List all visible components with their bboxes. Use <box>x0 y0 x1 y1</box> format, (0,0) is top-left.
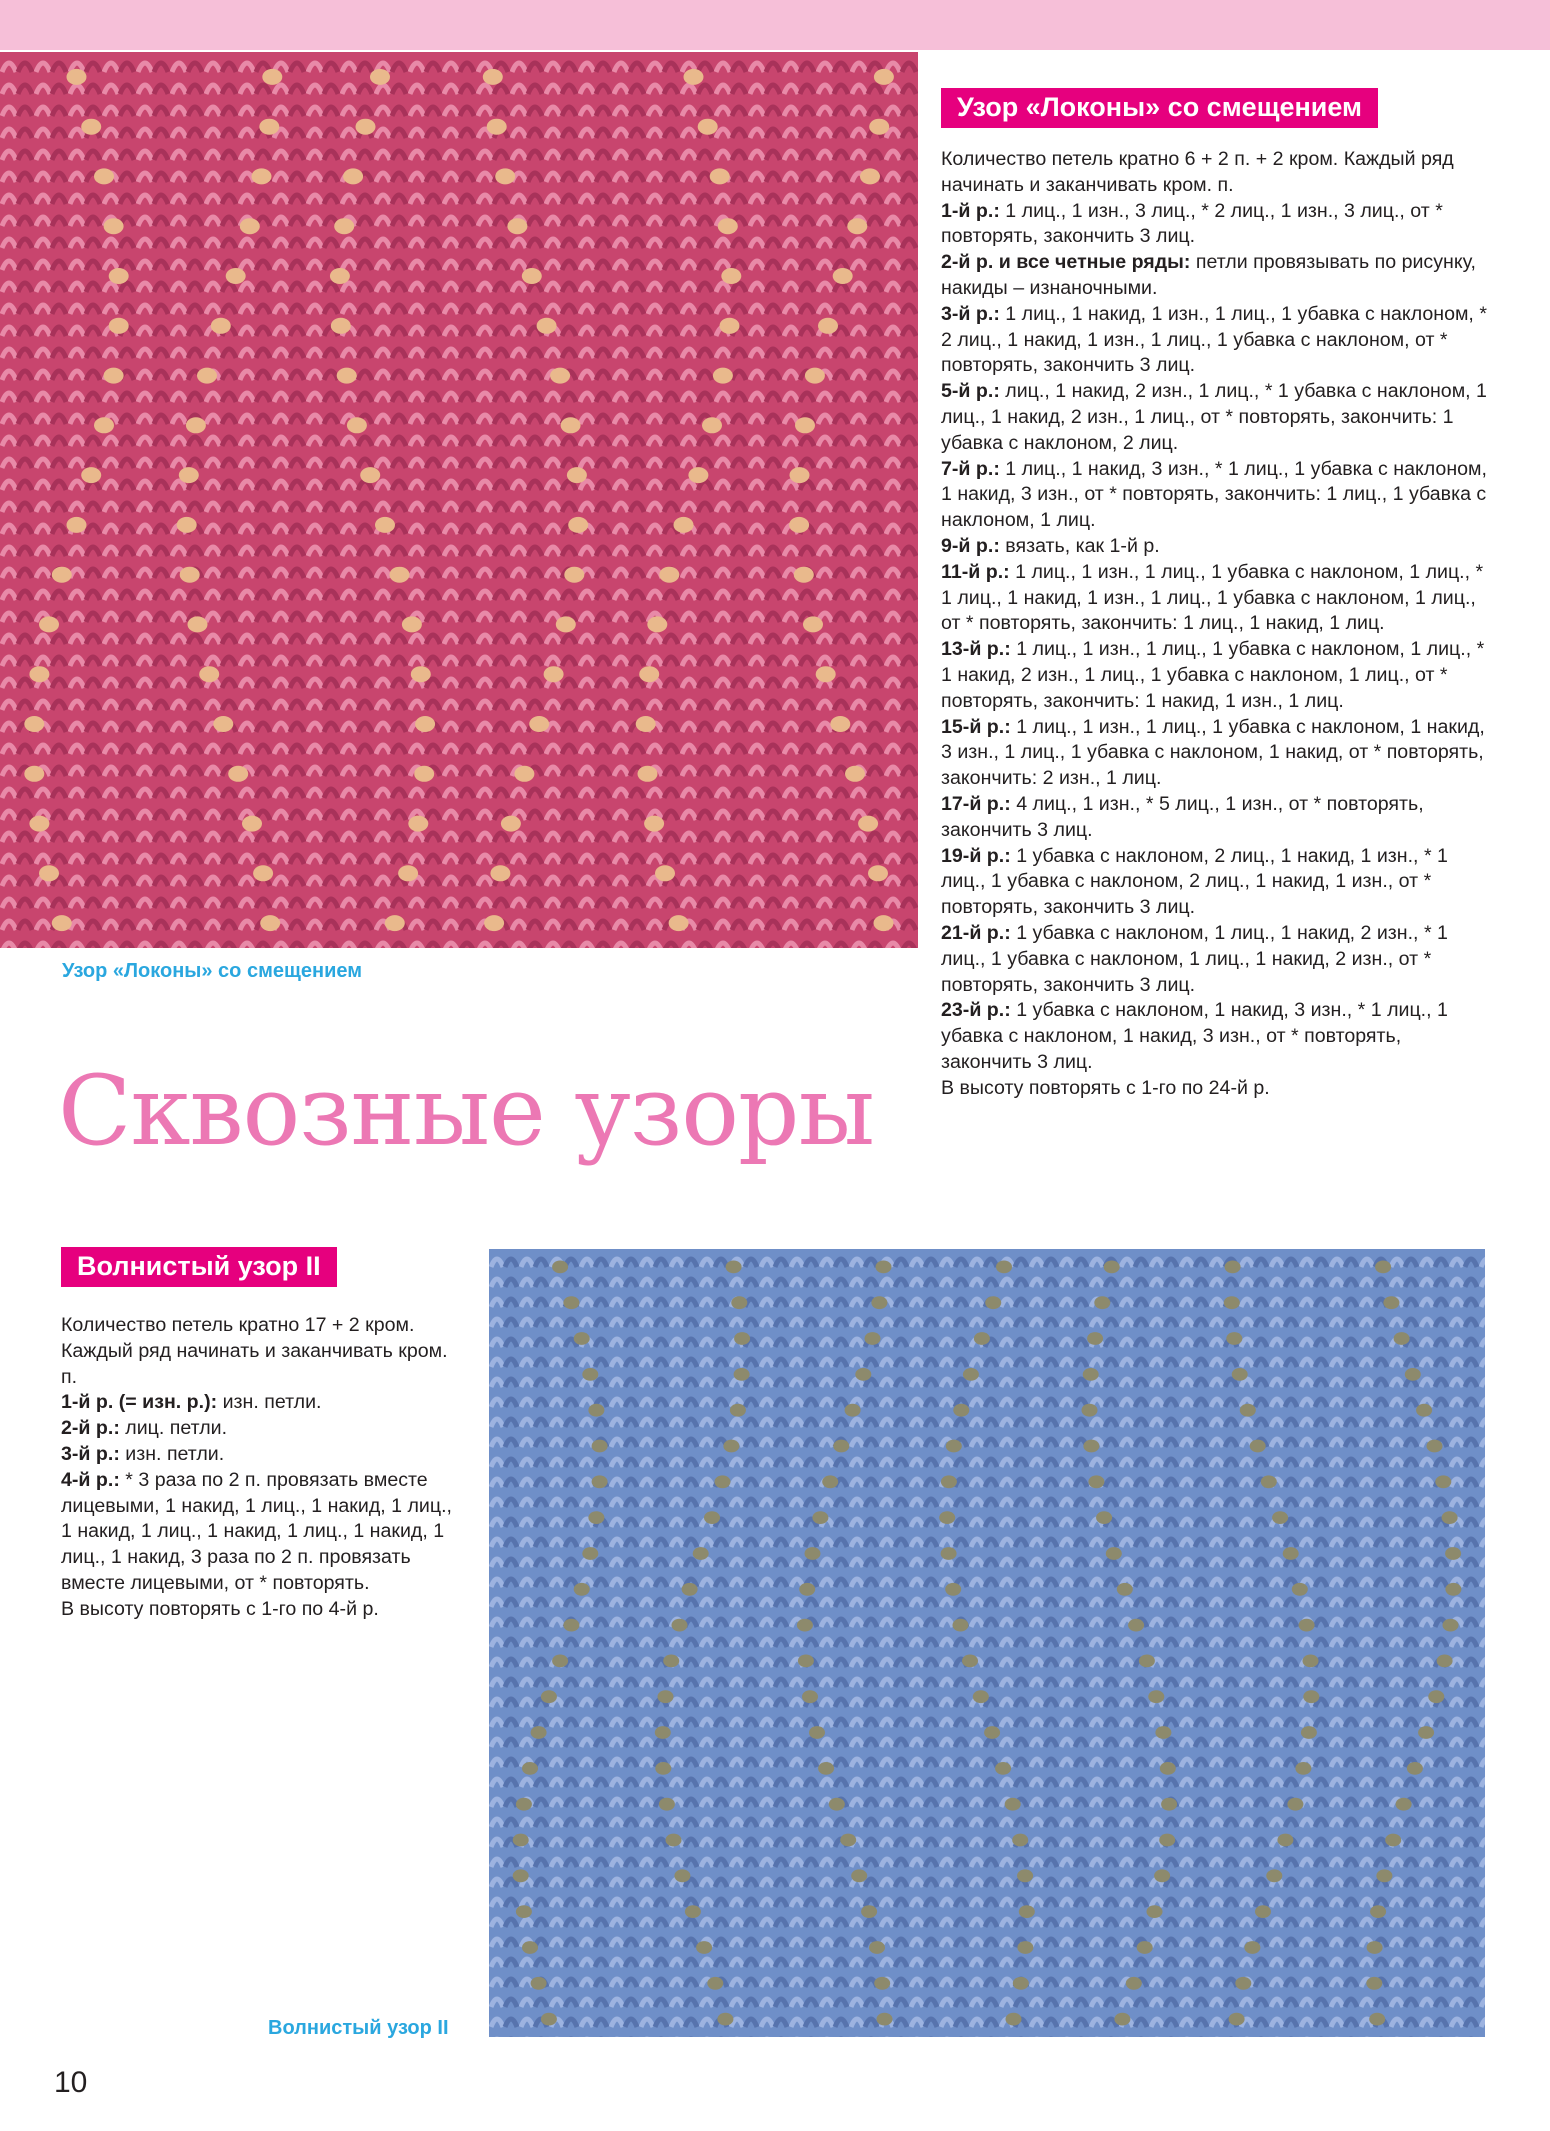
lace-hole <box>939 1511 955 1524</box>
instruction-line: 3-й р.: изн. петли. <box>61 1442 225 1465</box>
lace-hole <box>669 915 689 931</box>
lace-hole <box>809 1726 825 1739</box>
lace-hole <box>685 1905 701 1918</box>
lace-hole <box>644 816 664 832</box>
lace-hole <box>1094 1296 1110 1309</box>
instruction-line: В высоту повторять с 1-го по 24-й р. <box>941 1076 1270 1099</box>
lace-hole <box>1159 1834 1175 1847</box>
lace-hole <box>522 1762 538 1775</box>
lace-hole <box>541 1690 557 1703</box>
lace-hole <box>1428 1690 1444 1703</box>
lace-hole <box>568 517 588 533</box>
lace-hole <box>67 517 87 533</box>
lace-hole <box>636 716 656 732</box>
lace-hole <box>1283 1547 1299 1560</box>
lace-hole <box>1087 1332 1103 1345</box>
lace-hole <box>1017 1869 1033 1882</box>
lace-hole <box>1437 1655 1453 1668</box>
lace-hole <box>1366 1977 1382 1990</box>
lace-hole <box>659 567 679 583</box>
lace-hole <box>734 1332 750 1345</box>
lace-hole <box>398 865 418 881</box>
lace-hole <box>1303 1655 1319 1668</box>
lace-hole <box>544 666 564 682</box>
lace-hole <box>702 417 722 433</box>
pattern-curls-instructions <box>941 147 1496 1101</box>
lace-hole <box>682 1583 698 1596</box>
lace-hole <box>550 368 570 384</box>
instruction-line: 5-й р.: лиц., 1 накид, 2 изн., 1 лиц., * 1 убавка с наклоном, 1 лиц., 1 накид, 2 изн., 1 лиц., от * повторять, закончить: 1 убавка с наклоном, 2 лиц. <box>941 380 1487 454</box>
lace-hole <box>688 467 708 483</box>
lace-hole <box>996 1261 1012 1274</box>
lace-hole <box>805 1547 821 1560</box>
lace-hole <box>1096 1511 1112 1524</box>
lace-hole <box>186 417 206 433</box>
lace-hole <box>347 417 367 433</box>
lace-hole <box>663 1655 679 1668</box>
instruction-line: Количество петель кратно 6 + 2 п. + 2 кром. Каждый ряд начинать и заканчивать кром. п. <box>941 148 1454 196</box>
lace-hole <box>1376 1869 1392 1882</box>
lace-hole <box>52 915 72 931</box>
lace-hole <box>1292 1583 1308 1596</box>
lace-hole <box>693 1547 709 1560</box>
lace-hole <box>177 517 197 533</box>
lace-hole <box>985 1296 1001 1309</box>
instruction-line: 13-й р.: 1 лиц., 1 изн., 1 лиц., 1 убавка с наклоном, 1 лиц., * 1 накид, 2 изн., 1 лиц., 1 убавка с наклоном, 1 лиц., от * повторять, закончить: 1 накид, 1 изн., 1 лиц. <box>941 638 1485 712</box>
lace-hole <box>973 1690 989 1703</box>
lace-hole <box>655 865 675 881</box>
lace-hole <box>1104 1261 1120 1274</box>
lace-hole <box>963 1368 979 1381</box>
lace-hole <box>1369 2013 1385 2026</box>
lace-hole <box>941 1475 957 1488</box>
lace-hole <box>659 1798 675 1811</box>
instruction-line: 2-й р.: лиц. петли. <box>61 1417 228 1440</box>
lace-hole <box>718 218 738 234</box>
lace-hole <box>704 1511 720 1524</box>
lace-hole <box>860 168 880 184</box>
lace-hole <box>552 1655 568 1668</box>
lace-hole <box>812 1511 828 1524</box>
lace-hole <box>1445 1547 1461 1560</box>
lace-hole <box>1301 1726 1317 1739</box>
lace-hole <box>39 616 59 632</box>
lace-hole <box>197 368 217 384</box>
lace-hole <box>516 1798 532 1811</box>
lace-hole <box>666 1834 682 1847</box>
lace-hole <box>1303 1690 1319 1703</box>
lace-hole <box>655 1762 671 1775</box>
lace-hole <box>1006 2013 1022 2026</box>
lace-hole <box>869 119 889 135</box>
lace-hole <box>698 119 718 135</box>
lace-hole <box>52 567 72 583</box>
lace-hole <box>1396 1798 1412 1811</box>
lace-hole <box>334 218 354 234</box>
lace-hole <box>1385 1834 1401 1847</box>
instruction-line: 19-й р.: 1 убавка с наклоном, 2 лиц., 1 накид, 1 изн., * 1 лиц., 1 убавка с наклоном, 2 лиц., 1 накид, 1 изн., от * повторять, закончить 3 лиц. <box>941 844 1448 919</box>
lace-hole <box>726 1261 742 1274</box>
lace-hole <box>876 1261 892 1274</box>
lace-hole <box>104 368 124 384</box>
lace-hole <box>674 517 694 533</box>
lace-hole <box>522 1941 538 1954</box>
lace-hole <box>818 1762 834 1775</box>
lace-hole <box>715 1475 731 1488</box>
instruction-line: 2-й р. и все четные ряды: петли провязывать по рисунку, накиды – изнаночными. <box>941 251 1476 299</box>
lace-hole <box>1261 1475 1277 1488</box>
lace-hole <box>188 616 208 632</box>
lace-hole <box>868 865 888 881</box>
lace-hole <box>1155 1726 1171 1739</box>
lace-hole <box>1005 1798 1021 1811</box>
pink-lace-swatch-photo <box>0 52 918 948</box>
instruction-line: 1-й р.: 1 лиц., 1 изн., 3 лиц., * 2 лиц., 1 изн., 3 лиц., от * повторять, закончить 3 лиц. <box>941 199 1443 248</box>
lace-hole <box>639 666 659 682</box>
lace-hole <box>1019 1905 1035 1918</box>
lace-hole <box>1295 1762 1311 1775</box>
lace-hole <box>360 467 380 483</box>
lace-hole <box>252 168 272 184</box>
section-title: Сквозные узоры <box>58 1055 874 1167</box>
lace-hole <box>803 616 823 632</box>
lace-hole <box>259 119 279 135</box>
lace-hole <box>109 268 129 284</box>
lace-hole <box>710 168 730 184</box>
lace-hole <box>1017 1941 1033 1954</box>
lace-hole <box>1225 1261 1241 1274</box>
lace-hole <box>1255 1905 1271 1918</box>
lace-hole <box>24 766 44 782</box>
lace-hole <box>1013 1977 1029 1990</box>
instruction-line: 3-й р.: 1 лиц., 1 накид, 1 изн., 1 лиц., 1 убавка с наклоном, * 2 лиц., 1 накид, 1 изн., 1 лиц., 1 убавка с наклоном, от * повторять, закончить 3 лиц. <box>941 302 1487 377</box>
lace-hole <box>869 1941 885 1954</box>
lace-hole <box>995 1762 1011 1775</box>
lace-hole <box>638 766 658 782</box>
lace-hole <box>1370 1905 1386 1918</box>
lace-hole <box>563 1619 579 1632</box>
lace-hole <box>731 1296 747 1309</box>
lace-hole <box>531 1726 547 1739</box>
instruction-line: 11-й р.: 1 лиц., 1 изн., 1 лиц., 1 убавка с наклоном, 1 лиц., * 1 лиц., 1 накид, 1 изн., 1 лиц., 1 убавка с наклоном, 1 лиц., от * повторять, закончить: 1 лиц., 1 накид, 1 лиц. <box>941 560 1484 635</box>
lace-hole <box>1147 1905 1163 1918</box>
lace-hole <box>529 716 549 732</box>
lace-hole <box>484 915 504 931</box>
pattern-wavy-instructions <box>61 1313 461 1623</box>
lace-hole <box>1088 1475 1104 1488</box>
lace-hole <box>723 1440 739 1453</box>
lace-hole <box>94 417 114 433</box>
lace-hole <box>1160 1762 1176 1775</box>
lace-hole <box>1235 1977 1251 1990</box>
lace-hole <box>833 1440 849 1453</box>
pattern-wavy-title: Волнистый узор II <box>61 1247 337 1287</box>
lace-hole <box>1244 1941 1260 1954</box>
lace-hole <box>1161 1798 1177 1811</box>
lace-hole <box>845 1404 861 1417</box>
lace-hole <box>109 318 129 334</box>
lace-hole <box>385 915 405 931</box>
lace-hole <box>561 417 581 433</box>
lace-hole <box>797 1619 813 1632</box>
lace-hole <box>1012 1834 1028 1847</box>
lace-hole <box>199 666 219 682</box>
instruction-line: 9-й р.: вязать, как 1-й р. <box>941 534 1160 557</box>
lace-hole <box>104 218 124 234</box>
instruction-line: 7-й р.: 1 лиц., 1 накид, 3 изн., * 1 лиц., 1 убавка с наклоном, 1 накид, 3 изн., от * повторять, закончить: 1 лиц., 1 убавка с наклоном, 1 лиц. <box>941 457 1487 532</box>
lace-hole <box>564 567 584 583</box>
lace-hole <box>1416 1404 1432 1417</box>
lace-hole <box>522 268 542 284</box>
blue-lace-swatch-photo <box>489 1249 1485 2037</box>
lace-hole <box>552 1261 568 1274</box>
lace-hole <box>541 2013 557 2026</box>
lace-hole <box>799 1583 815 1596</box>
lace-hole <box>514 766 534 782</box>
lace-hole <box>865 1332 881 1345</box>
lace-hole <box>487 119 507 135</box>
lace-hole <box>941 1547 957 1560</box>
lace-hole <box>370 69 390 85</box>
lace-hole <box>390 567 410 583</box>
lace-hole <box>720 318 740 334</box>
lace-hole <box>1232 1368 1248 1381</box>
lace-hole <box>829 1798 845 1811</box>
lace-hole <box>1224 1296 1240 1309</box>
lace-hole <box>574 1583 590 1596</box>
lace-hole <box>29 666 49 682</box>
lace-hole <box>531 1977 547 1990</box>
blue-swatch-caption: Волнистый узор II <box>268 2017 449 2039</box>
lace-hole <box>861 1905 877 1918</box>
lace-hole <box>1299 1619 1315 1632</box>
lace-hole <box>874 69 894 85</box>
lace-hole <box>592 1440 608 1453</box>
lace-hole <box>408 816 428 832</box>
lace-hole <box>1405 1368 1421 1381</box>
lace-hole <box>974 1332 990 1345</box>
lace-hole <box>556 616 576 632</box>
lace-hole <box>851 1869 867 1882</box>
lace-hole <box>1117 1583 1133 1596</box>
lace-hole <box>816 666 836 682</box>
lace-hole <box>840 1834 856 1847</box>
lace-hole <box>822 1475 838 1488</box>
lace-hole <box>1148 1690 1164 1703</box>
lace-hole <box>1443 1619 1459 1632</box>
lace-hole <box>211 318 231 334</box>
lace-hole <box>1442 1511 1458 1524</box>
lace-hole <box>858 816 878 832</box>
lace-hole <box>1287 1798 1303 1811</box>
lace-hole <box>818 318 838 334</box>
lace-hole <box>483 69 503 85</box>
lace-hole <box>684 69 704 85</box>
page-number: 10 <box>54 2066 88 2099</box>
lace-hole <box>802 1690 818 1703</box>
lace-hole <box>1277 1834 1293 1847</box>
lace-hole <box>343 168 363 184</box>
lace-hole <box>592 1475 608 1488</box>
lace-hole <box>1250 1440 1266 1453</box>
lace-hole <box>1435 1475 1451 1488</box>
lace-hole <box>794 567 814 583</box>
lace-hole <box>655 1726 671 1739</box>
lace-hole <box>262 69 282 85</box>
lace-hole <box>81 119 101 135</box>
lace-hole <box>1272 1511 1288 1524</box>
lace-hole <box>871 1296 887 1309</box>
lace-hole <box>1226 1332 1242 1345</box>
lace-hole <box>1137 1941 1153 1954</box>
lace-hole <box>337 368 357 384</box>
lace-hole <box>253 865 273 881</box>
lace-hole <box>414 766 434 782</box>
lace-hole <box>730 1404 746 1417</box>
lace-hole <box>946 1440 962 1453</box>
lace-hole <box>29 816 49 832</box>
lace-hole <box>537 318 557 334</box>
lace-hole <box>830 716 850 732</box>
lace-hole <box>789 517 809 533</box>
lace-hole <box>953 1619 969 1632</box>
instruction-line: 1-й р. (= изн. р.): изн. петли. <box>61 1391 322 1414</box>
lace-hole <box>1106 1547 1122 1560</box>
top-color-bar <box>0 0 1550 50</box>
lace-hole <box>226 268 246 284</box>
lace-hole <box>707 1977 723 1990</box>
lace-hole <box>375 517 395 533</box>
lace-hole <box>696 1941 712 1954</box>
lace-hole <box>1229 2013 1245 2026</box>
lace-hole <box>1126 1977 1142 1990</box>
lace-hole <box>1375 1261 1391 1274</box>
lace-hole <box>984 1726 1000 1739</box>
lace-hole <box>1445 1583 1461 1596</box>
lace-hole <box>415 716 435 732</box>
lace-hole <box>1383 1296 1399 1309</box>
lace-hole <box>582 1368 598 1381</box>
lace-hole <box>507 218 527 234</box>
lace-hole <box>1114 2013 1130 2026</box>
lace-hole <box>1128 1619 1144 1632</box>
lace-hole <box>1240 1404 1256 1417</box>
instruction-line: 15-й р.: 1 лиц., 1 изн., 1 лиц., 1 убавка с наклоном, 1 накид, 3 изн., 1 лиц., 1 убавка с наклоном, 1 накид, от * повторять, закончить: 2 изн., 1 лиц. <box>941 715 1485 790</box>
lace-hole <box>1083 1368 1099 1381</box>
lace-hole <box>402 616 422 632</box>
lace-hole <box>94 168 114 184</box>
lace-hole <box>411 666 431 682</box>
lace-hole <box>874 1977 890 1990</box>
instruction-line: 4-й р.: * 3 раза по 2 п. провязать вместе лицевыми, 1 накид, 1 лиц., 1 накид, 1 лиц., 1 накид, 1 лиц., 1 накид, 1 лиц., 1 накид, 1 лиц., 1 накид, 3 раза по 2 п. провязать вместе лицевыми, от * повторять. <box>61 1468 452 1594</box>
lace-hole <box>228 766 248 782</box>
lace-hole <box>790 467 810 483</box>
lace-hole <box>516 1905 532 1918</box>
lace-hole <box>874 915 894 931</box>
lace-hole <box>855 1368 871 1381</box>
lace-hole <box>331 318 351 334</box>
lace-hole <box>330 268 350 284</box>
lace-hole <box>1367 1941 1383 1954</box>
lace-hole <box>713 368 733 384</box>
lace-hole <box>845 766 865 782</box>
lace-hole <box>588 1404 604 1417</box>
lace-hole <box>588 1511 604 1524</box>
lace-hole <box>242 816 262 832</box>
lace-hole <box>1154 1869 1170 1882</box>
lace-hole <box>1139 1655 1155 1668</box>
lace-hole <box>501 816 521 832</box>
lace-hole <box>240 218 260 234</box>
lace-hole <box>179 467 199 483</box>
lace-hole <box>962 1655 978 1668</box>
lace-hole <box>833 268 853 284</box>
lace-hole <box>356 119 376 135</box>
lace-hole <box>1394 1332 1410 1345</box>
lace-hole <box>658 1690 674 1703</box>
lace-hole <box>953 1404 969 1417</box>
lace-hole <box>495 168 515 184</box>
lace-hole <box>1418 1726 1434 1739</box>
lace-hole <box>582 1547 598 1560</box>
lace-hole <box>1427 1440 1443 1453</box>
lace-hole <box>513 1834 529 1847</box>
instruction-line: 21-й р.: 1 убавка с наклоном, 1 лиц., 1 накид, 2 изн., * 1 лиц., 1 убавка с наклоном, 1 лиц., 1 накид, 2 изн., от * повторять, закончить 3 лиц. <box>941 921 1448 996</box>
lace-hole <box>734 1368 750 1381</box>
instruction-line: Количество петель кратно 17 + 2 кром. Каждый ряд начинать и заканчивать кром. п. <box>61 1314 448 1388</box>
lace-hole <box>39 865 59 881</box>
lace-hole <box>213 716 233 732</box>
lace-hole <box>847 218 867 234</box>
pink-swatch-caption: Узор «Локоны» со смещением <box>62 960 363 982</box>
lace-hole <box>180 567 200 583</box>
lace-hole <box>24 716 44 732</box>
lace-hole <box>805 368 825 384</box>
lace-hole <box>877 2013 893 2026</box>
lace-hole <box>1082 1404 1098 1417</box>
lace-hole <box>672 1619 688 1632</box>
lace-hole <box>563 1296 579 1309</box>
lace-hole <box>1407 1762 1423 1775</box>
pattern-curls-title: Узор «Локоны» со смещением <box>941 88 1378 128</box>
lace-hole <box>567 467 587 483</box>
lace-hole <box>490 865 510 881</box>
lace-hole <box>1083 1440 1099 1453</box>
instruction-line: В высоту повторять с 1-го по 4-й р. <box>61 1597 379 1620</box>
lace-hole <box>795 417 815 433</box>
instruction-line: 23-й р.: 1 убавка с наклоном, 1 накид, 3 изн., * 1 лиц., 1 убавка с наклоном, 1 накид, 3 изн., от * повторять, закончить 3 лиц. <box>941 999 1448 1073</box>
lace-hole <box>674 1869 690 1882</box>
lace-hole <box>1266 1869 1282 1882</box>
lace-hole <box>945 1583 961 1596</box>
lace-hole <box>717 2013 733 2026</box>
lace-hole <box>798 1655 814 1668</box>
lace-hole <box>81 467 101 483</box>
lace-hole <box>513 1869 529 1882</box>
lace-hole <box>574 1332 590 1345</box>
lace-hole <box>721 268 741 284</box>
lace-hole <box>647 616 667 632</box>
lace-hole <box>67 69 87 85</box>
lace-hole <box>260 915 280 931</box>
instruction-line: 17-й р.: 4 лиц., 1 изн., * 5 лиц., 1 изн., от * повторять, закончить 3 лиц. <box>941 792 1424 841</box>
